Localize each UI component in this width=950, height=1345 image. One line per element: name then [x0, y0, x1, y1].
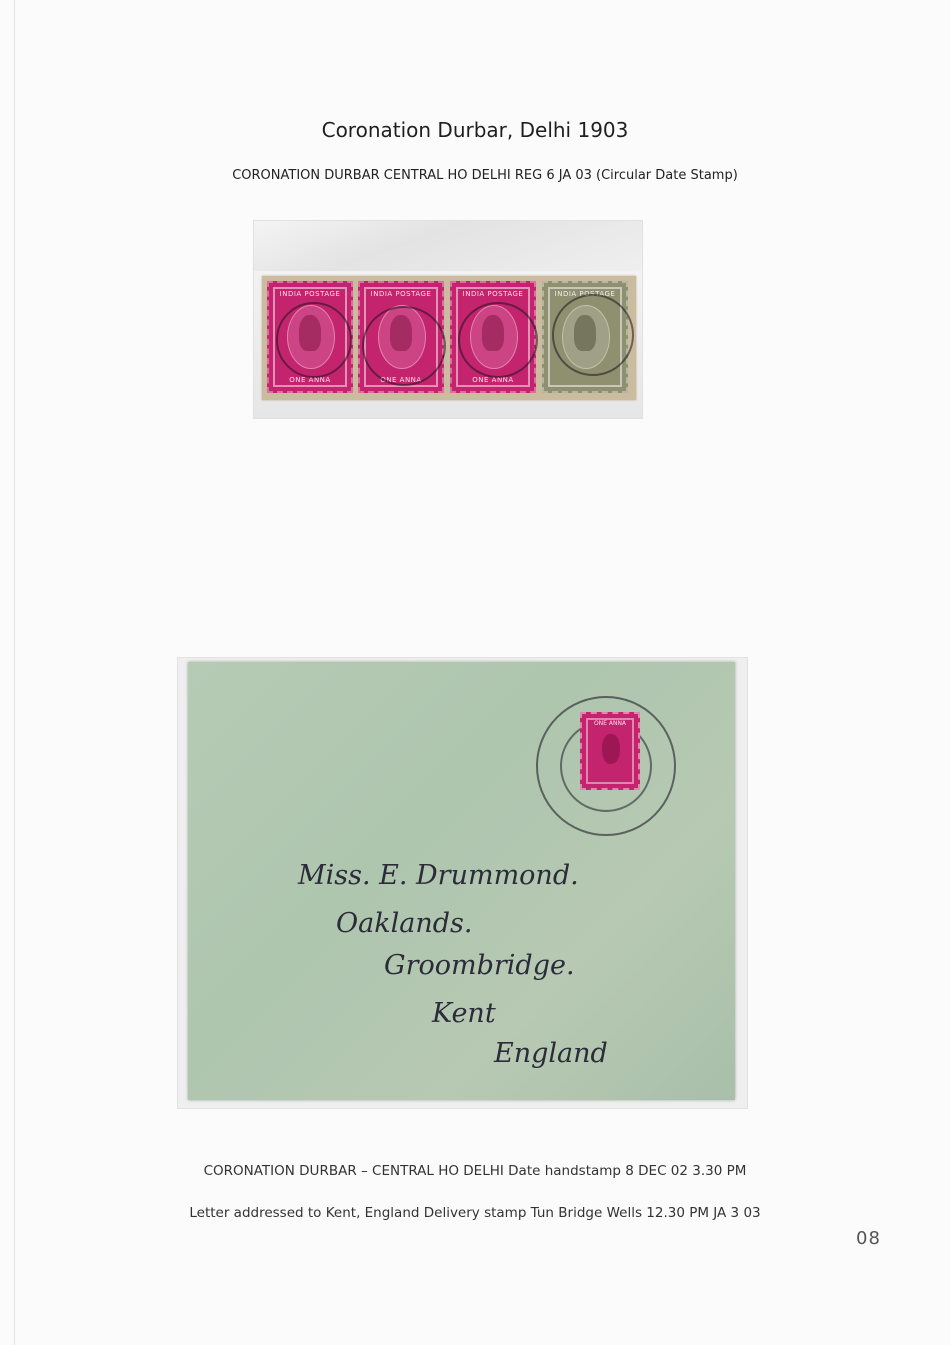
mount-sleeve — [254, 221, 642, 271]
cover-stamp-label: ONE ANNA — [593, 720, 627, 727]
caption-line-2: Letter addressed to Kent, England Delivery stamp Tun Bridge Wells 12.30 PM JA 3 03 — [189, 1205, 761, 1221]
cover-envelope — [188, 662, 735, 1100]
address-line-3: Groombridge. — [384, 950, 575, 981]
postmark — [276, 302, 352, 378]
address-line-2: Oaklands. — [336, 908, 473, 939]
stamp-label-top: INDIA POSTAGE — [279, 290, 341, 298]
address-line-1: Miss. E. Drummond. — [298, 860, 579, 891]
postmark — [552, 294, 634, 376]
stamp-strip — [262, 276, 636, 400]
page-title: Coronation Durbar, Delhi 1903 — [321, 118, 629, 142]
cover-stamp-one-anna — [580, 712, 640, 790]
address-line-4: Kent — [432, 998, 496, 1029]
stamp-label-top: INDIA POSTAGE — [554, 290, 616, 298]
stamp-label-bottom: ONE ANNA — [472, 376, 514, 384]
page-edge — [14, 0, 15, 1345]
stamp-label-bottom: ONE ANNA — [380, 376, 422, 384]
stamp-label-top: INDIA POSTAGE — [370, 290, 432, 298]
page-number: 08 — [856, 1228, 881, 1249]
stamp-label-top: INDIA POSTAGE — [462, 290, 524, 298]
address-line-5: England — [494, 1038, 608, 1069]
postmark — [362, 306, 446, 386]
stamp-label-bottom: ONE ANNA — [289, 376, 331, 384]
postmark — [458, 302, 538, 378]
page-subtitle: CORONATION DURBAR CENTRAL HO DELHI REG 6 JA 03 (Circular Date Stamp) — [232, 168, 738, 183]
caption-line-1: CORONATION DURBAR – CENTRAL HO DELHI Date handstamp 8 DEC 02 3.30 PM — [203, 1163, 747, 1179]
